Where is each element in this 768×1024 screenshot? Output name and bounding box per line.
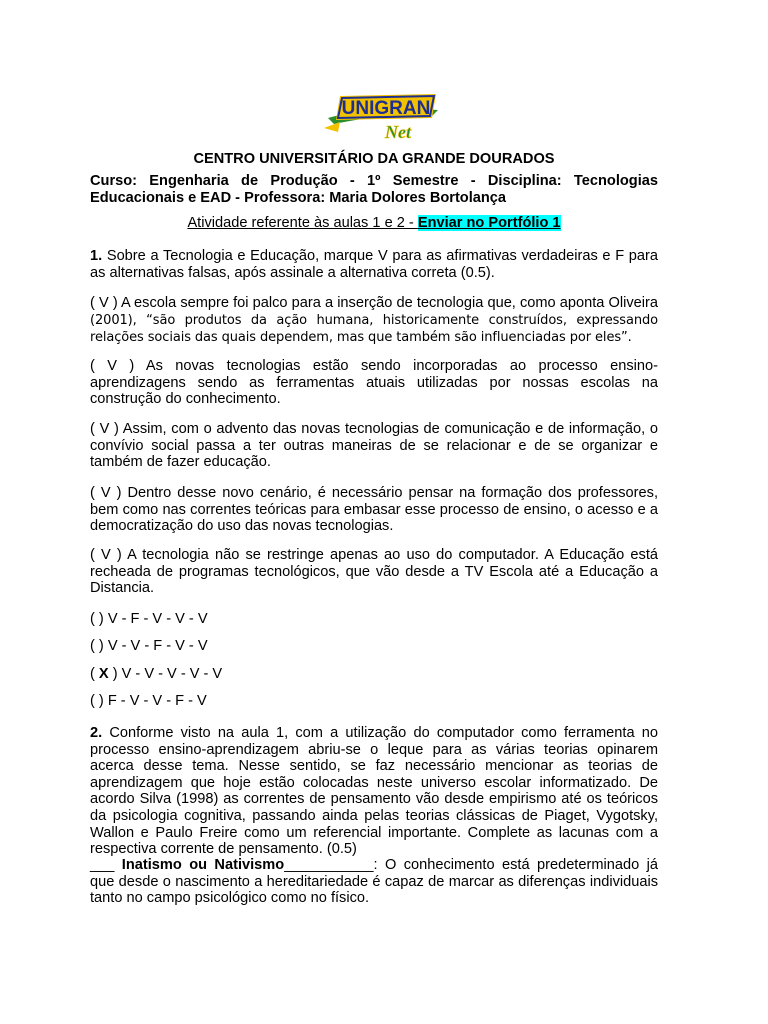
statement-1-quote: (2001), “são produtos da ação humana, historicamente construídos, expressando relações sociais das quais dependem, mas que também são influenciadas por eles”. — [90, 312, 658, 346]
option-3-text: ) V - V - V - V - V — [108, 666, 223, 682]
institution-title: CENTRO UNIVERSITÁRIO DA GRANDE DOURADOS — [193, 151, 555, 167]
activity-text: Atividade referente às aulas 1 e 2 - — [187, 215, 418, 231]
option-3-mark: X — [98, 666, 109, 682]
logo-sub-text: Net — [385, 122, 411, 142]
activity-line — [90, 215, 658, 232]
option-3-open: ( — [90, 666, 99, 682]
option-2: ( ) V - V - F - V - V — [90, 638, 208, 654]
statement-1-body: A escola sempre foi palco para a inserção de tecnologia que, como aponta Oliveira — [121, 295, 658, 311]
unigran-logo — [320, 88, 448, 148]
statement-1-text: ( V ) — [90, 295, 121, 311]
answer-filled: Inatismo ou Nativismo — [121, 857, 285, 873]
statement-5: ( V ) A tecnologia não se restringe apenas ao uso do computador. A Educação está recheada de programas tecnológicos, que vão desde a TV Escola até a Educação a Distancia. — [90, 547, 658, 597]
question-2-number: 2. — [90, 725, 103, 741]
question-2-answer — [90, 857, 658, 907]
statement-2: ( V ) As novas tecnologias estão sendo incorporadas ao processo ensino-aprendizagens sendo as ferramentas atuais utilizadas por nossas escolas na construção do conhecimento. — [90, 358, 658, 408]
option-1: ( ) V - F - V - V - V — [90, 611, 208, 627]
answer-definition: : O conhecimento está predeterminado já que desde o nascimento a hereditariedade é capaz de marcar as diferenças individuais tanto no campo psicológico como no físico. — [90, 857, 658, 907]
statement-4: ( V ) Dentro desse novo cenário, é necessário pensar na formação dos professores, bem como nas correntes teóricas para embasar esse processo de ensino, o acesso e a democratização do uso das novas tecnologias. — [90, 485, 658, 535]
logo-main-text: UNIGRAN — [341, 98, 431, 119]
question-2-prompt — [90, 725, 658, 858]
question-2-text: Conforme visto na aula 1, com a utilização do computador como ferramenta no processo ensino-aprendizagem abriu-se o leque para as várias teorias opinarem acerca desse tema. Nesse sentido, se faz necessário mencionar as teorias de aprendizagem que hoje estão colocadas neste universo escolar informatizado. De acordo Silva (1998) as correntes de pensamento vão desde empirismo até os teóricos da psicologia cognitiva, passando ainda pelas teorias clássicas de Piaget, Vygotsky, Wallon e Paulo Freire como um referencial importante. Complete as lacunas com a respectiva corrente de pensamento. (0.5) — [90, 725, 658, 858]
portfolio-highlight: Enviar no Portfólio 1 — [417, 215, 561, 231]
statement-1 — [90, 295, 658, 347]
option-4: ( ) F - V - V - F - V — [90, 693, 207, 709]
statement-3: ( V ) Assim, com o advento das novas tecnologias de comunicação e de informação, o convívio social passa a ter outras maneiras de se relacionar e de se organizar e também de fazer educação. — [90, 421, 658, 471]
course-line: Curso: Engenharia de Produção - 1º Semestre - Disciplina: Tecnologias Educacionais e EAD - Professora: Maria Dolores Bortolança — [90, 173, 658, 206]
question-1-prompt — [90, 248, 658, 281]
answer-blank-post: ___________ — [284, 857, 374, 873]
question-1-number: 1. — [90, 248, 103, 264]
option-3-selected — [90, 666, 222, 683]
question-1-text: Sobre a Tecnologia e Educação, marque V para as afirmativas verdadeiras e F para as alternativas falsas, após assinale a alternativa correta (0.5). — [90, 248, 658, 281]
answer-blank-pre: ___ — [90, 857, 122, 873]
